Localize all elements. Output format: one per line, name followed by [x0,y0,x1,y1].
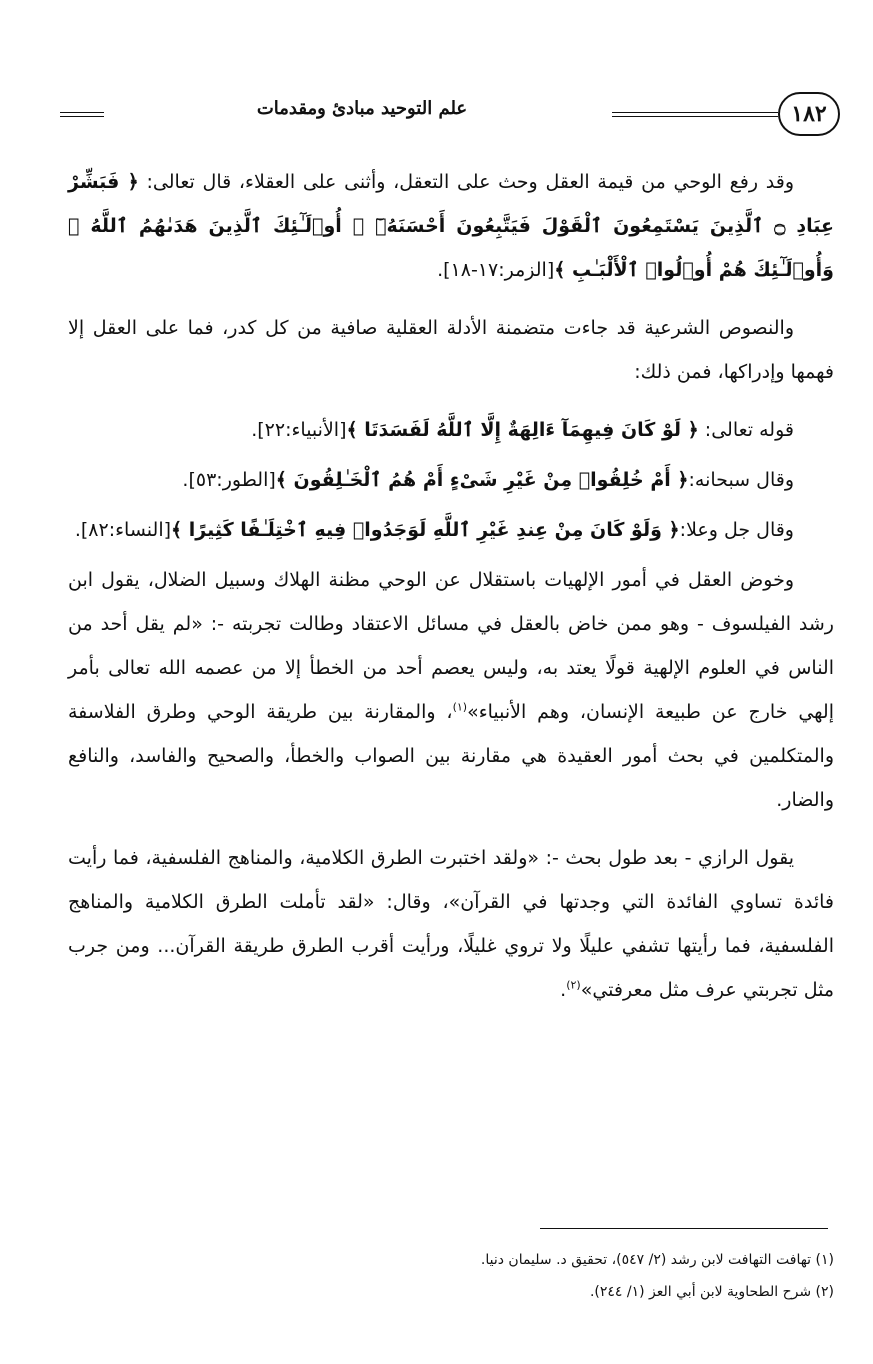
verse-reference: [النساء:٨٢]. [74,519,172,541]
footnote-ref[interactable]: (٢) [566,978,581,992]
page-header [60,92,840,138]
verse-line-1: قوله تعالى: ﴿ لَوْ كَانَ فِيهِمَآ ءَالِهَةٌ إِلَّا ٱللَّهُ لَفَسَدَتَا ﴾[الأنبياء:٢٢]. [251,419,794,441]
verse-line-2: وقال سبحانه:﴿ أَمْ خُلِقُوا۟ مِنْ غَيْرِ شَىْءٍ أَمْ هُمُ ٱلْخَـٰلِقُونَ ﴾[الطور:٥٣]. [182,469,794,491]
paragraph-2: والنصوص الشرعية قد جاءت متضمنة الأدلة العقلية صافية من كل كدر، فما على العقل إلا فهمها وإدراكها، فمن ذلك: [68,317,834,383]
paragraph-4: يقول الرازي - بعد طول بحث -: «ولقد اختبرت الطرق الكلامية، والمناهج الفلسفية، فما رأيت فائدة تساوي الفائدة التي وجدتها في القرآن»، وقال: «لقد تأملت الطرق الكلامية والمناهج الفلسفية، فما رأيتها تشفي عليلًا ولا تروي غليلًا، ورأيت أقرب الطرق طريقة القرآن... ومن جرب مثل تجربتي عرف مثل معرفتي»$^{(٢)}$. [68,847,834,1001]
header-rule-right [612,112,778,117]
footnote-1: (١) تهافت التهافت لابن رشد (٢/ ٥٤٧)، تحقيق د. سليمان دنيا. [480,1252,834,1268]
header-rule-left [60,112,104,117]
quran-verse: ﴿ وَلَوْ كَانَ مِنْ عِندِ غَيْرِ ٱللَّهِ لَوَجَدُوا۟ فِيهِ ٱخْتِلَـٰفًا كَثِيرًا ﴾ [171,519,680,541]
verse-line-3: وقال جل وعلا:﴿ وَلَوْ كَانَ مِنْ عِندِ غَيْرِ ٱللَّهِ لَوَجَدُوا۟ فِيهِ ٱخْتِلَـٰفًا كَثِيرًا ﴾[النساء:٨٢]. [74,519,794,541]
paragraph-1: وقد رفع الوحي من قيمة العقل وحث على التعقل، وأثنى على العقلاء، قال تعالى: ﴿ فَبَشِّرْ عِبَادِ ۝ ٱلَّذِينَ يَسْتَمِعُونَ ٱلْقَوْلَ فَيَتَّبِعُونَ أَحْسَنَهُۥٓ ۚ أُو۟لَـٰٓئِكَ ٱلَّذِينَ هَدَىٰهُمُ ٱللَّهُ ۖ وَأُو۟لَـٰٓئِكَ هُمْ أُو۟لُوا۟ ٱلْأَلْبَـٰبِ ﴾[الزمر:١٧-١٨]. [68,171,834,281]
verse-reference: [الطور:٥٣]. [182,469,276,491]
footnotes [68,1244,834,1308]
page-number: ١٨٢ [778,92,840,136]
quran-verse: ﴿ لَوْ كَانَ فِيهِمَآ ءَالِهَةٌ إِلَّا ٱللَّهُ لَفَسَدَتَا ﴾ [346,419,699,441]
quran-verse: ﴿ أَمْ خُلِقُوا۟ مِنْ غَيْرِ شَىْءٍ أَمْ هُمُ ٱلْخَـٰلِقُونَ ﴾ [275,469,689,491]
footnote-ref[interactable]: (١) [452,700,468,714]
paragraph-3: وخوض العقل في أمور الإلهيات باستقلال عن الوحي مظنة الهلاك وسبيل الضلال، يقول ابن رشد الفيلسوف - وهو ممن خاض بالعقل في مسائل الاعتقاد وطالت تجربته -: «لم يقل أحد من الناس في العلوم الإلهية قولًا يعتد به، وليس يعصم أحد من الخطأ إلا من عصمه الله تعالى بأمر إلهي خارج عن طبيعة الإنسان، وهم الأنبياء»$^{(١)}$، والمقارنة بين طريقة الوحي وطرق الفلاسفة والمتكلمين في بحث أمور العقيدة هي مقارنة بين الصواب والخطأ، والصحيح والفاسد، والنافع والضار. [68,569,834,811]
quran-verse: ﴿ فَبَشِّرْ عِبَادِ ۝ ٱلَّذِينَ يَسْتَمِعُونَ ٱلْقَوْلَ فَيَتَّبِعُونَ أَحْسَنَهُۥٓ ۚ أُو۟لَـٰٓئِكَ ٱلَّذِينَ هَدَىٰهُمُ ٱللَّهُ ۖ وَأُو۟لَـٰٓئِكَ هُمْ أُو۟لُوا۟ ٱلْأَلْبَـٰبِ ﴾ [68,171,834,281]
footnote-2: (٢) شرح الطحاوية لابن أبي العز (١/ ٢٤٤). [589,1284,834,1300]
footnote-separator [540,1228,828,1229]
verse-reference: [الأنبياء:٢٢]. [251,419,347,441]
verse-reference: [الزمر:١٧-١٨]. [437,259,555,281]
running-title: علم التوحيد مبادئ ومقدمات [256,98,468,119]
main-text [68,160,834,1026]
